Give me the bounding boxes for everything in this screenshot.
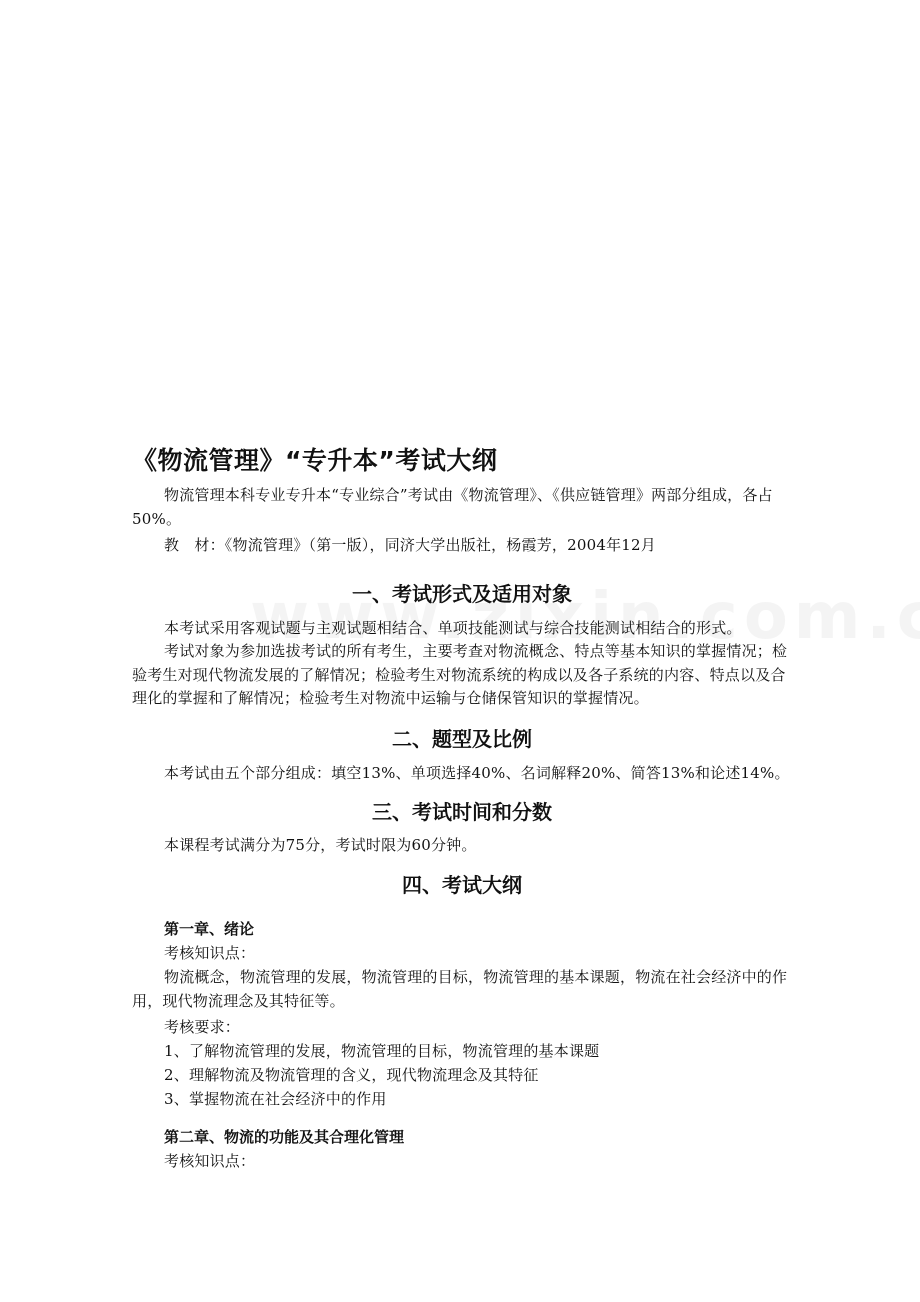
chapter-1-points-label: 考核知识点：	[164, 944, 256, 962]
section-heading-1: 一、考试形式及适用对象	[352, 582, 572, 606]
chapter-1-heading: 第一章、绪论	[164, 920, 255, 938]
chapter-2-points-label: 考核知识点：	[164, 1152, 256, 1170]
chapter-1-requirement-item: 2、理解物流及物流管理的含义，现代物流理念及其特征	[164, 1066, 539, 1084]
chapter-1-points-text: 物流概念，物流管理的发展，物流管理的目标，物流管理的基本课题，物流在社会经济中的作用，现代物流理念及其特征等。	[132, 968, 788, 1010]
chapter-1-requirement-item: 3、掌握物流在社会经济中的作用	[164, 1090, 387, 1108]
intro-textbook: 教 材：《物流管理》（第一版），同济大学出版社，杨霞芳，2004年12月	[164, 536, 656, 554]
chapter-1-requirement-item: 1、了解物流管理的发展，物流管理的目标，物流管理的基本课题	[164, 1042, 600, 1060]
section2-paragraph-1: 本考试由五个部分组成：填空13%、单项选择40%、名词解释20%、简答13%和论述14%。	[164, 764, 790, 782]
section1-paragraph-1: 本考试采用客观试题与主观试题相结合、单项技能测试与综合技能测试相结合的形式。	[164, 619, 742, 637]
section1-paragraph-2: 考试对象为参加选拔考试的所有考生，主要考查对物流概念、特点等基本知识的掌握情况；检验考生对现代物流发展的了解情况；检验考生对物流系统的构成以及各子系统的内容、特点以及合理化的掌握和了解情况；检验考生对物流中运输与仓储保管知识的掌握情况。	[132, 642, 788, 707]
intro-composition: 物流管理本科专业专升本“专业综合”考试由《物流管理》、《供应链管理》两部分组成，各占50%。	[132, 486, 773, 528]
section-heading-3: 三、考试时间和分数	[372, 800, 552, 824]
section3-paragraph-1: 本课程考试满分为75分，考试时限为60分钟。	[164, 836, 477, 854]
section-heading-2: 二、题型及比例	[392, 727, 532, 751]
chapter-1-requirements-label: 考核要求：	[164, 1018, 241, 1036]
chapter-2-heading: 第二章、物流的功能及其合理化管理	[164, 1128, 405, 1146]
document-title: 《物流管理》“专升本”考试大纲	[132, 446, 498, 475]
section-heading-4: 四、考试大纲	[402, 873, 522, 897]
